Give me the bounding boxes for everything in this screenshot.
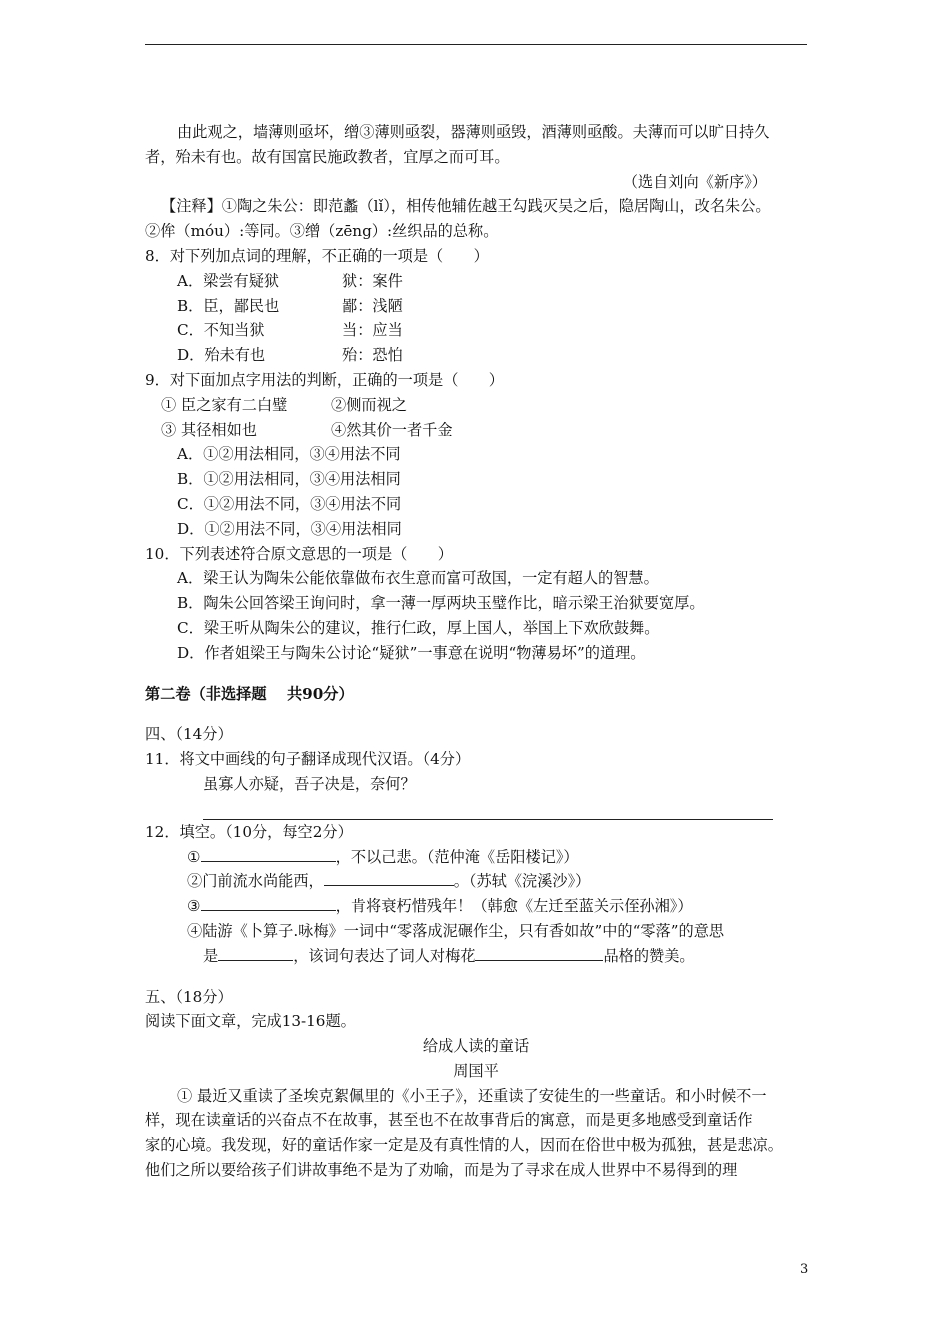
article-line: ① 最近又重读了圣埃克絮佩里的《小王子》，还重读了安徒生的一些童话。和小时候不一 (177, 1086, 767, 1105)
q10-option: B．陶朱公回答梁王询问时，拿一薄一厚两块玉璧作比，暗示梁王治狱要宽厚。 (177, 594, 705, 613)
part2-title: 第二卷（非选择题 共90分） (145, 684, 354, 703)
q10-option: C．梁王听从陶朱公的建议，推行仁政，厚上国人，举国上下欢欣鼓舞。 (177, 618, 660, 637)
q12-blank-2[interactable] (324, 871, 454, 886)
q11-stem: 11．将文中画线的句子翻译成现代汉语。（4分） (145, 750, 471, 769)
article-author: 周国平 (453, 1061, 499, 1080)
page-number: 3 (800, 1262, 809, 1277)
q9-item-a: ③ 其径相如也 (161, 420, 257, 439)
q9-item-b: ④然其价一者千金 (331, 420, 453, 439)
q8-option-a: A．梁尝有疑狱 (177, 271, 280, 290)
q8-option-a: B．臣，鄙民也 (177, 296, 280, 315)
q9-stem: 9．对下面加点字用法的判断，正确的一项是（ ） (145, 370, 504, 389)
q8-option-b: 殆：恐怕 (342, 346, 403, 365)
q12-item-1 (145, 845, 807, 870)
q12-blank-3[interactable] (201, 896, 336, 911)
article-title: 给成人读的童话 (422, 1037, 530, 1056)
q11-sentence: 虽寡人亦疑，吾子决是，奈何？ (203, 774, 416, 793)
q9-option: C．①②用法不同，③④用法不同 (177, 494, 402, 513)
q9-option: B．①②用法相同，③④用法相同 (177, 470, 401, 489)
q10-option: D．作者姐梁王与陶朱公讨论“疑狱”一事意在说明“物薄易坏”的道理。 (177, 643, 646, 662)
q12-text: ，不以己悲。（范仲淹《岳阳楼记》） (335, 847, 579, 866)
q12-blank-4a[interactable] (218, 946, 293, 961)
q12-text: ① (187, 847, 201, 866)
q9-item (145, 418, 807, 443)
q9-item-b: ②侧而视之 (331, 395, 407, 414)
q8-option-b: 鄙：浅陋 (342, 296, 403, 315)
q12-item-4-cont (145, 944, 807, 969)
q8-option-a: C．不知当狱 (177, 321, 265, 340)
header-rule (145, 44, 807, 45)
article-line: 他们之所以要给孩子们讲故事绝不是为了劝喻，而是为了寻求在成人世界中不易得到的理 (145, 1161, 738, 1180)
q12-blank-4b[interactable] (475, 946, 603, 961)
q12-text: 。（苏轼《浣溪沙》） (453, 872, 591, 891)
q8-stem: 8．对下列加点词的理解，不正确的一项是（ ） (145, 246, 489, 265)
passage-line: 由此观之，墙薄则亟坏，缯③薄则亟裂，器薄则亟毁，酒薄则亟酸。夫薄而可以旷日持久 (177, 123, 770, 141)
q12-text: ③ (187, 897, 201, 916)
article-line: 样，现在读童话的兴奋点不在故事，甚至也不在故事背后的寓意，而是更多地感受到童话作 (145, 1111, 753, 1130)
passage-line: 者，殆未有也。故有国富民施政教者，宜厚之而可耳。 (145, 147, 510, 166)
q12-text: ，该词句表达了词人对梅花 (293, 946, 476, 965)
q12-text: ，肯将衰朽惜残年！（韩愈《左迁至蓝关示侄孙湘》） (335, 897, 693, 916)
q10-option: A．梁王认为陶朱公能依靠做布衣生意而富可敌国，一定有超人的智慧。 (177, 569, 659, 588)
q9-item (145, 393, 807, 418)
section-5-heading: 五、（18分） (145, 987, 233, 1006)
q8-option-b: 当：应当 (342, 321, 403, 340)
section-4-heading: 四、（14分） (145, 725, 233, 744)
q8-option-a: D．殆未有也 (177, 346, 266, 365)
q12-text: ②门前流水尚能西， (187, 872, 324, 891)
note-line: 【注释】①陶之朱公：即范蠡（lǐ），相传他辅佐越王勾践灭吴之后，隐居陶山，改名朱公。 (161, 197, 771, 216)
q11-answer-line[interactable] (203, 797, 773, 820)
q12-stem: 12．填空。（10分，每空2分） (145, 822, 353, 841)
q9-option: A．①②用法相同，③④用法不同 (177, 445, 401, 464)
q12-text: 是 (203, 946, 219, 965)
q12-text: 品格的赞美。 (603, 946, 695, 965)
document-page (145, 120, 807, 1183)
q9-option: D．①②用法不同，③④用法相同 (177, 519, 402, 538)
reading-instruction: 阅读下面文章，完成13-16题。 (145, 1012, 356, 1031)
q12-item-2 (145, 869, 807, 894)
q8-option (145, 318, 807, 343)
q12-item-4: ④陆游《卜算子.咏梅》一词中“零落成泥碾作尘，只有香如故”中的“零落”的意思 (187, 921, 725, 940)
q9-item-a: ① 臣之家有二白璧 (161, 395, 288, 414)
q8-option-b: 狱：案件 (342, 271, 403, 290)
q8-option (145, 343, 807, 368)
passage-source: （选自刘向《新序》） (622, 172, 767, 191)
note-line: ②侔（móu）:等同。③缯（zēng）:丝织品的总称。 (145, 222, 499, 241)
q8-option (145, 269, 807, 294)
q12-blank-1[interactable] (201, 847, 336, 862)
article-line: 家的心境。我发现，好的童话作家一定是及有真性情的人，因而在俗世中极为孤独，甚是悲凉。 (145, 1136, 783, 1155)
q12-item-3 (145, 894, 807, 919)
q8-option (145, 294, 807, 319)
q10-stem: 10．下列表述符合原文意思的一项是（ ） (145, 544, 453, 563)
